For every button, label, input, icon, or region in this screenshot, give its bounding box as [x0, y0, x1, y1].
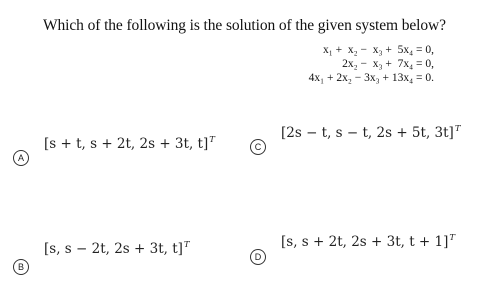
- option-a-text[interactable]: [44, 135, 215, 152]
- equation-2: 2x₂ − x₃ + 7x₄ = 0,: [342, 58, 434, 70]
- equation-3: 4x₁ + 2x₂ − 3x₃ + 13x₄ = 0.: [308, 72, 434, 84]
- question-text: Which of the following is the solution of the given system below?: [43, 17, 446, 34]
- equation-system: [309, 43, 434, 85]
- option-b-expression: [s, s − 2t, 2s + 3t, t]: [44, 241, 183, 257]
- option-d-expression: [s, s + 2t, 2s + 3t, t + 1]: [281, 234, 449, 250]
- option-d-text[interactable]: [281, 233, 455, 250]
- option-c-text[interactable]: [281, 124, 460, 141]
- equation-1: x₁ + x₂ − x₃ + 5x₄ = 0,: [323, 44, 434, 56]
- option-c-radio[interactable]: C: [250, 139, 266, 155]
- option-b-text[interactable]: [44, 240, 190, 257]
- option-a-expression: [s + t, s + 2t, 2s + 3t, t]: [44, 136, 209, 152]
- option-c-transpose: T: [454, 124, 461, 134]
- option-c-expression: [2s − t, s − t, 2s + 5t, 3t]: [281, 125, 454, 141]
- option-b-radio[interactable]: B: [13, 259, 29, 275]
- option-b-transpose: T: [183, 240, 190, 250]
- option-d-transpose: T: [449, 233, 456, 243]
- option-a-radio[interactable]: A: [13, 150, 29, 166]
- option-a-transpose: T: [209, 135, 215, 145]
- option-d-radio[interactable]: D: [250, 249, 266, 265]
